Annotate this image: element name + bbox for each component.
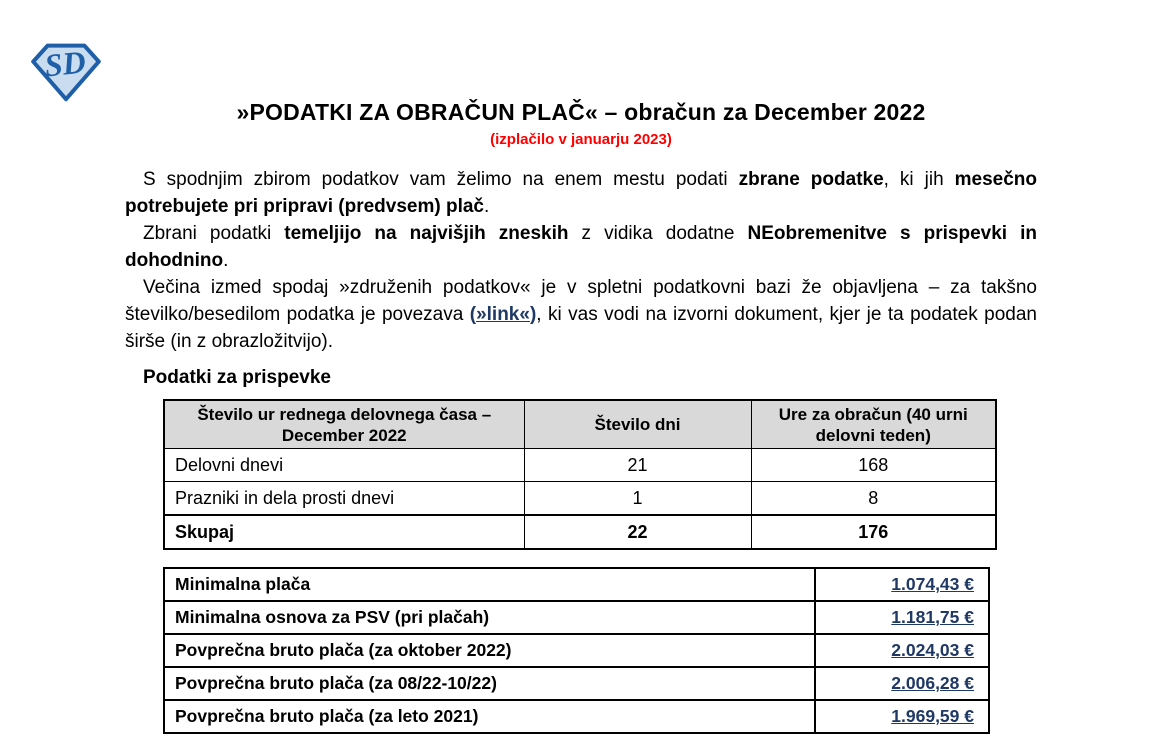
row-label: Delovni dnevi [164, 449, 524, 482]
text-run-bold: mesečno potrebujete pri pripravi (predvsem) plač [125, 169, 1037, 217]
text-run: Večina izmed spodaj »združenih podatkov« je v spletni podatkovni bazi že objavljena – za takšno številko/besedilom podatka je povezava [125, 277, 1037, 325]
link-paren-open: ( [469, 304, 477, 325]
paragraph-1 [125, 166, 1037, 220]
table-row-total [164, 515, 996, 549]
text-run: S spodnjim zbirom podatkov vam želimo na enem mestu podati [143, 169, 739, 190]
working-hours-table [163, 399, 997, 550]
days-value: 22 [524, 515, 751, 549]
value-link[interactable]: 2.024,03 € [891, 640, 974, 660]
table-row-avg-gross-2021 [164, 700, 989, 733]
text-run: . [223, 250, 229, 271]
intro-text [125, 166, 1037, 355]
hours-value: 176 [751, 515, 996, 549]
value-link[interactable]: 2.006,28 € [891, 673, 974, 693]
table-row-min-psv-base [164, 601, 989, 634]
sd-logo-icon [26, 40, 106, 104]
amounts-table [163, 567, 990, 734]
text-run-bold: temeljijo na najvišjih zneskih [284, 223, 569, 244]
table-row-working-days [164, 449, 996, 482]
page-subtitle: (izplačilo v januarju 2023) [490, 131, 672, 148]
value-link[interactable]: 1.969,59 € [891, 706, 974, 726]
text-run: . [483, 196, 490, 217]
link-paren-close: ) [529, 304, 537, 325]
hours-value: 8 [751, 482, 996, 516]
hours-value: 168 [751, 449, 996, 482]
row-label: Prazniki in dela prosti dnevi [164, 482, 524, 516]
row-label: Minimalna osnova za PSV (pri plačah) [164, 601, 815, 634]
table-row-avg-gross-oct [164, 634, 989, 667]
col-header-days: Število dni [524, 400, 751, 449]
sd-diamond-logo [26, 40, 106, 104]
value-link[interactable]: 1.074,43 € [891, 574, 974, 594]
text-run-bold: NEobremenitve s prispevki in dohodnino [125, 223, 1038, 271]
source-link[interactable]: »link« [476, 304, 530, 325]
row-label: Minimalna plača [164, 568, 815, 601]
value-link[interactable]: 1.181,75 € [891, 607, 974, 627]
days-value: 1 [524, 482, 751, 516]
text-run: z vidika dodatne [568, 223, 748, 244]
text-run: , ki jih [883, 169, 955, 190]
paragraph-3 [125, 274, 1037, 355]
paragraph-2 [125, 220, 1037, 274]
col-header-hours: Število ur rednega delovnega časa – December 2022 [164, 400, 524, 449]
text-run: , ki vas vodi na izvorni dokument, kjer je ta podatek podan širše (in z obrazložitvijo). [125, 304, 1037, 352]
row-label: Povprečna bruto plača (za oktober 2022) [164, 634, 815, 667]
logo-letters: SD [42, 43, 88, 84]
section-heading-prispevki: Podatki za prispevke [143, 367, 331, 388]
table-header-row [164, 400, 996, 449]
col-header-calc-hours: Ure za obračun (40 urni delovni teden) [751, 400, 996, 449]
page-title: »PODATKI ZA OBRAČUN PLAČ« – obračun za December 2022 [236, 99, 926, 125]
days-value: 21 [524, 449, 751, 482]
row-label: Povprečna bruto plača (za leto 2021) [164, 700, 815, 733]
text-run: Zbrani podatki [143, 223, 285, 244]
row-label: Povprečna bruto plača (za 08/22-10/22) [164, 667, 815, 700]
text-run-bold: zbrane podatke [738, 169, 884, 190]
table-row-min-wage [164, 568, 989, 601]
table-row-holidays [164, 482, 996, 516]
row-label: Skupaj [164, 515, 524, 549]
table-row-avg-gross-3m [164, 667, 989, 700]
